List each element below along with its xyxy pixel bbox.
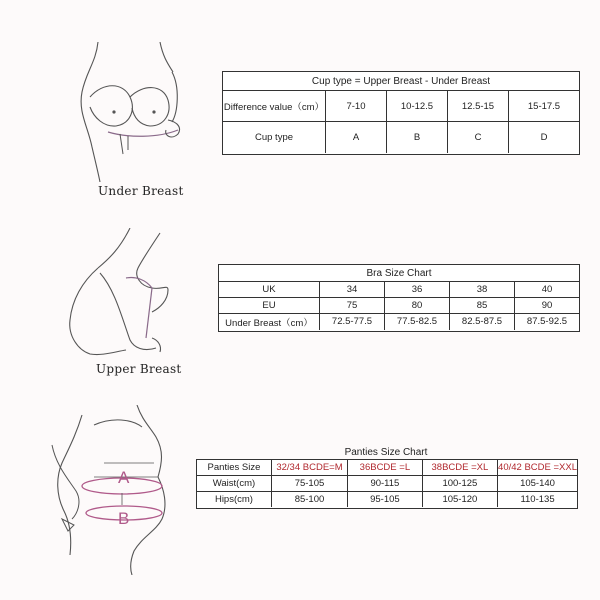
- panties-table-box: [196, 459, 578, 509]
- upper-breast-caption: Upper Breast: [96, 362, 182, 376]
- table-cell: 90: [515, 298, 580, 314]
- table-cell: 105-120: [422, 491, 497, 507]
- table-header-cell: 32/34 BCDE=M: [271, 460, 347, 475]
- table-cell: A: [326, 122, 387, 153]
- table-cell: 110-135: [498, 491, 577, 507]
- cup-type-table: [223, 90, 579, 153]
- table-cell: 15-17.5: [509, 91, 580, 122]
- table-cell: 75: [320, 298, 385, 314]
- under-breast-figure: [68, 42, 198, 182]
- under-breast-caption: Under Breast: [98, 184, 184, 198]
- table-header-cell: 38BCDE =XL: [422, 460, 497, 475]
- row-label: Panties Size: [197, 460, 271, 475]
- panties-table-title: Panties Size Chart: [344, 447, 428, 458]
- row-label: Difference value（cm）: [223, 91, 326, 122]
- table-cell: 87.5-92.5: [515, 314, 580, 330]
- table-cell: 36: [385, 282, 450, 298]
- table-header-row: [197, 460, 577, 475]
- upper-breast-figure: [60, 228, 190, 360]
- table-cell: 72.5-77.5: [320, 314, 385, 330]
- table-cell: 85: [450, 298, 515, 314]
- table-cell: 100-125: [422, 475, 497, 491]
- panties-size-table: [197, 460, 577, 507]
- bra-size-table-box: [218, 264, 580, 332]
- table-header-cell: 40/42 BCDE =XXL: [498, 460, 577, 475]
- bra-size-table-title: Bra Size Chart: [366, 268, 432, 279]
- panties-figure: [42, 405, 192, 575]
- table-header-cell: 36BCDE =L: [348, 460, 423, 475]
- table-cell: 90-115: [348, 475, 423, 491]
- cup-type-table-title: Cup type = Upper Breast - Under Breast: [311, 76, 491, 87]
- figure-label-a: A: [118, 468, 130, 487]
- row-label: UK: [219, 282, 320, 298]
- row-label: Waist(cm): [197, 475, 271, 491]
- row-label: Under Breast（cm）: [219, 314, 320, 330]
- cup-type-table-box: [222, 71, 580, 155]
- table-cell: 80: [385, 298, 450, 314]
- table-row: [223, 91, 579, 122]
- table-row: [219, 298, 579, 314]
- table-cell: 105-140: [498, 475, 577, 491]
- table-cell: 75-105: [271, 475, 347, 491]
- bra-size-table: [219, 281, 579, 330]
- table-row: [219, 314, 579, 330]
- table-row: [197, 491, 577, 507]
- table-cell: 12.5-15: [448, 91, 509, 122]
- table-cell: 38: [450, 282, 515, 298]
- table-cell: 85-100: [271, 491, 347, 507]
- table-row: [219, 282, 579, 298]
- table-cell: C: [448, 122, 509, 153]
- table-cell: B: [387, 122, 448, 153]
- table-cell: 82.5-87.5: [450, 314, 515, 330]
- row-label: Hips(cm): [197, 491, 271, 507]
- table-cell: 10-12.5: [387, 91, 448, 122]
- table-cell: D: [509, 122, 580, 153]
- table-cell: 40: [515, 282, 580, 298]
- table-row: [223, 122, 579, 153]
- row-label: EU: [219, 298, 320, 314]
- table-row: [197, 475, 577, 491]
- table-cell: 7-10: [326, 91, 387, 122]
- table-cell: 95-105: [348, 491, 423, 507]
- row-label: Cup type: [223, 122, 326, 153]
- table-cell: 77.5-82.5: [385, 314, 450, 330]
- figure-label-b: B: [118, 509, 130, 528]
- table-cell: 34: [320, 282, 385, 298]
